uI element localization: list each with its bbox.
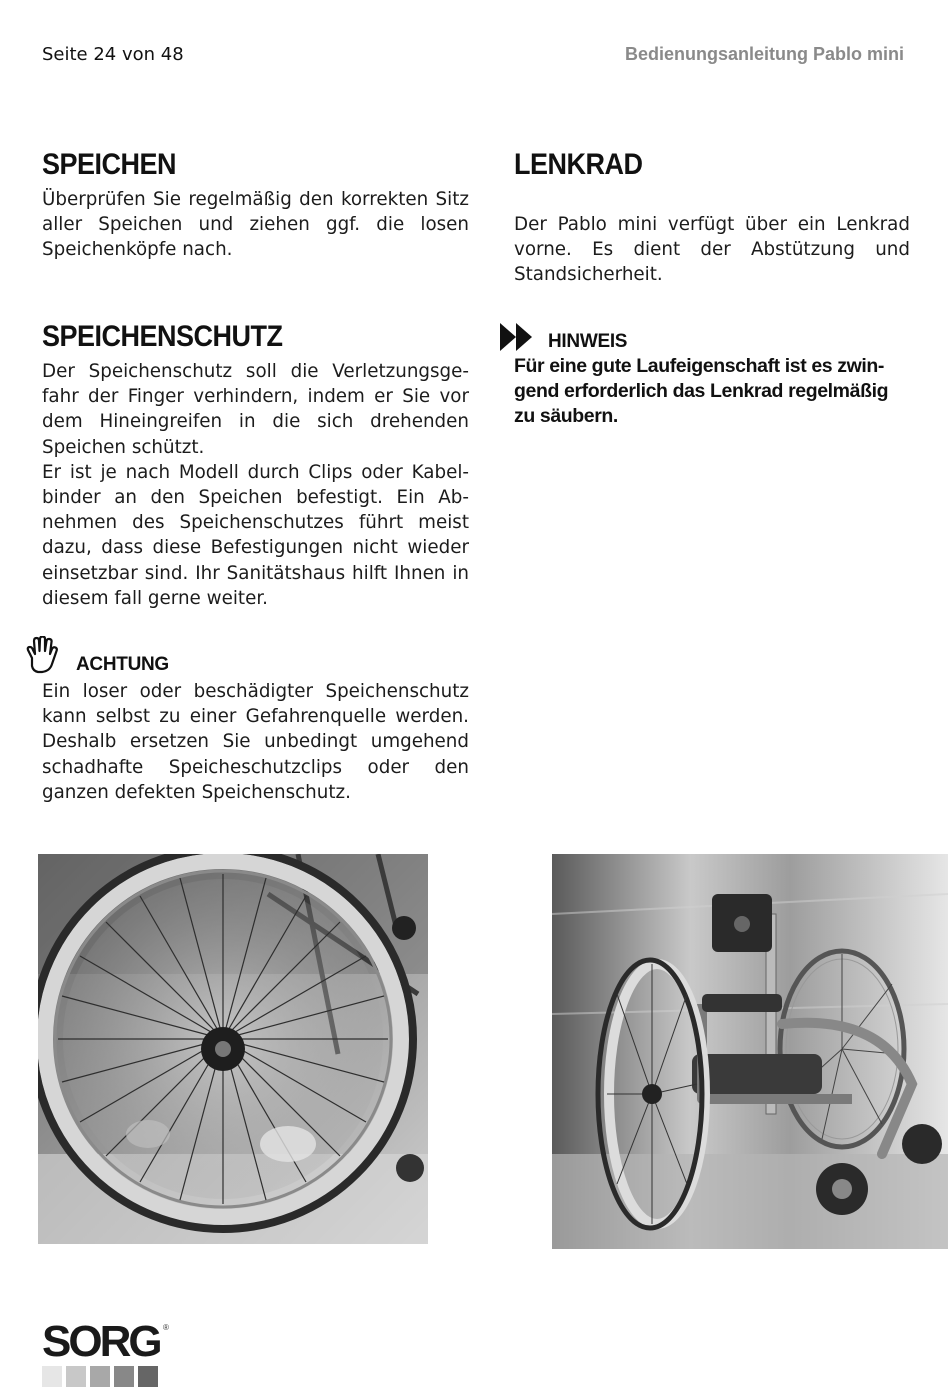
page-number: Seite 24 von 48 xyxy=(42,44,184,65)
section-lenkrad xyxy=(514,148,910,288)
logo-text: SORG xyxy=(42,1317,160,1366)
wheelchair-wheel-photo xyxy=(38,854,428,1244)
svg-text:®: ® xyxy=(163,1323,169,1332)
speichenschutz-text-2: Er ist je nach Modell durch Clips oder Kabel-binder an den Speichen befestigt. Ein Ab-nehmen des Speichenschutzes führt meist dazu, dass diese Befestigungen nicht wieder einsetzbar sind. Ihr Sanitätshaus hilft Ihnen in diesem fall gerne weiter. xyxy=(42,461,469,609)
section-speichenschutz xyxy=(42,320,469,611)
pablo-mini-wheelchair-photo xyxy=(552,854,948,1249)
achtung-title: ACHTUNG xyxy=(76,654,169,675)
manual-title: Bedienungsanleitung Pablo mini xyxy=(624,44,904,64)
wheel-spoke-guard-photo xyxy=(38,854,428,1244)
sorg-logo-icon xyxy=(42,1312,172,1387)
section-speichen xyxy=(42,148,469,263)
achtung-text: Ein loser oder beschädigter Speichenschutz kann selbst zu einer Gefahrenquelle werden. Deshalb ersetzen Sie unbedingt umgehend schadhafte Speicheschutzclips oder den ganzen defekten Speichenschutz. xyxy=(42,681,469,803)
speichen-heading: SPEICHEN xyxy=(42,148,177,181)
section-hinweis xyxy=(514,331,910,429)
hinweis-text: Für eine gute Laufeigenschaft ist es zwin-gend erforderlich das Lenkrad regelmäßig zu säubern. xyxy=(514,355,889,427)
lenkrad-heading: LENKRAD xyxy=(514,148,643,181)
wheelchair-photo xyxy=(552,854,948,1249)
lenkrad-text: Der Pablo mini verfügt über ein Lenkrad vorne. Es dient der Abstützung und Standsicherheit. xyxy=(514,214,910,286)
speichen-text: Überprüfen Sie regelmäßig den korrekten Sitz aller Speichen und ziehen ggf. die losen Speichenköpfe nach. xyxy=(42,189,469,261)
speichenschutz-heading: SPEICHENSCHUTZ xyxy=(42,320,283,353)
section-achtung xyxy=(42,654,469,805)
speichenschutz-text-1: Der Speichenschutz soll die Verletzungsge-fahr der Finger verhindern, indem er Sie vor dem Hineingreifen in die sich drehenden Speichen schützt. xyxy=(42,361,469,458)
hinweis-title: HINWEIS xyxy=(548,331,628,352)
